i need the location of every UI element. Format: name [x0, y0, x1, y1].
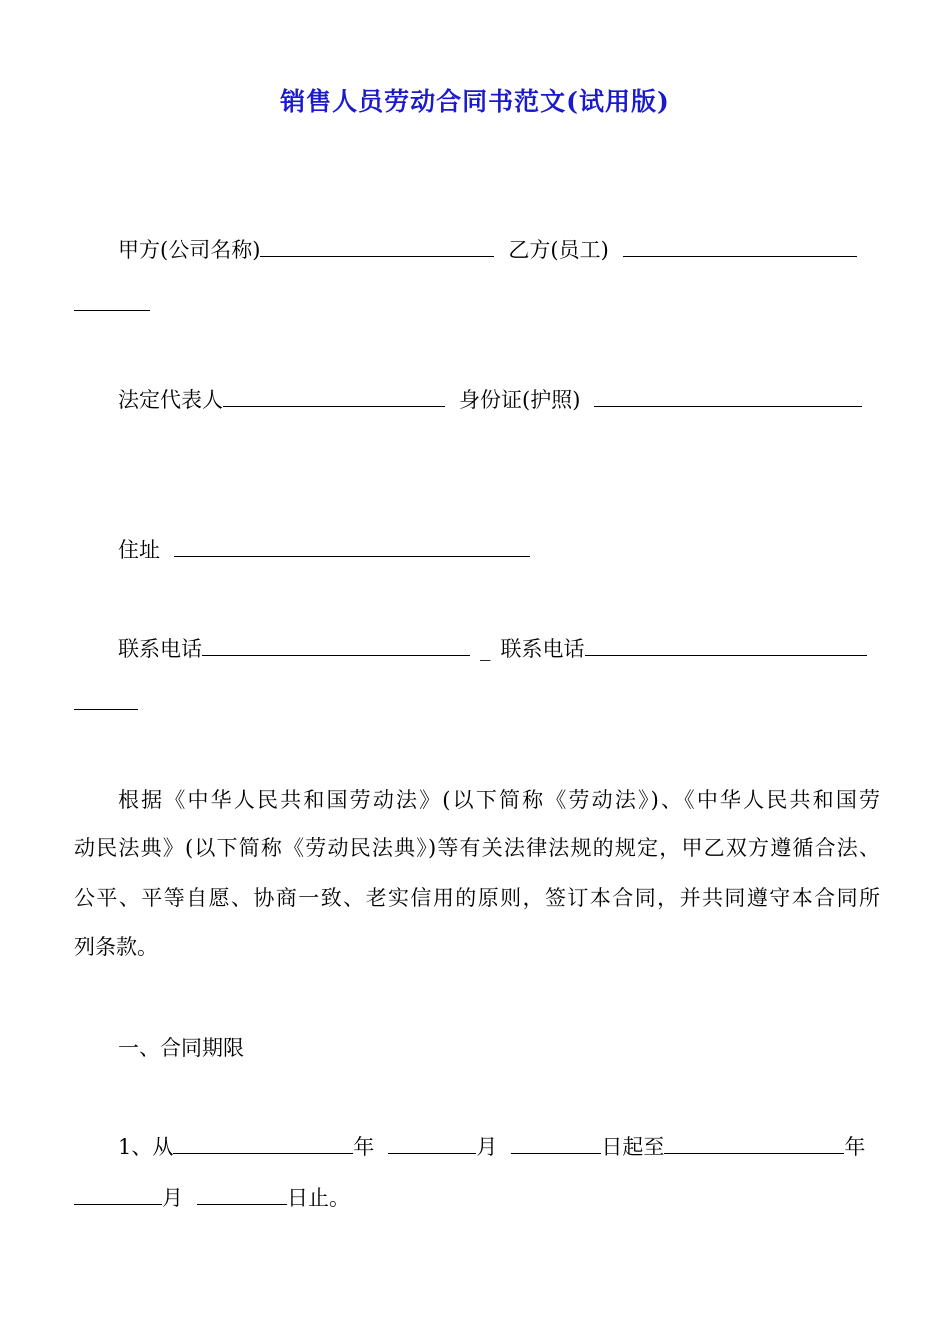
- id-card-blank: [594, 388, 862, 407]
- end-month-label: 月: [162, 1186, 183, 1210]
- party-a-blank: [260, 238, 494, 257]
- address-blank: [174, 538, 530, 557]
- legal-rep-label: 法定代表人: [118, 388, 223, 412]
- party-row: [118, 235, 857, 265]
- end-month-blank: [74, 1186, 162, 1205]
- intro-line-3: 公平、平等自愿、协商一致、老实信用的原则，签订本合同，并共同遵守本合同所: [74, 886, 880, 910]
- phone-b-blank-cont: [74, 709, 138, 710]
- party-b-label: 乙方(员工): [508, 238, 609, 262]
- phone-row: [118, 634, 867, 664]
- intro-line-2: 动民法典》(以下简称《劳动民法典》)等有关法律法规的规定，甲乙双方遵循合法、: [74, 836, 880, 860]
- party-b-blank: [623, 238, 857, 257]
- start-day-blank: [511, 1135, 601, 1154]
- term-row: [118, 1132, 865, 1162]
- term-row-2: [74, 1183, 350, 1213]
- start-year-label: 年: [353, 1135, 375, 1159]
- party-b-blank-cont: [74, 310, 150, 311]
- id-card-label: 身份证(护照): [459, 388, 581, 412]
- term-prefix: 1、从: [118, 1135, 174, 1159]
- intro-line-4: 列条款。: [74, 935, 158, 959]
- legal-rep-blank: [223, 388, 445, 407]
- phone-b-label: 联系电话: [500, 637, 585, 661]
- end-year-blank: [664, 1135, 844, 1154]
- start-day-label: 日起至: [601, 1135, 665, 1159]
- address-label: 住址: [118, 538, 160, 562]
- phone-a-blank: [202, 637, 470, 656]
- start-month-blank: [388, 1135, 476, 1154]
- section-heading: 一、合同期限: [118, 1036, 244, 1060]
- start-year-blank: [173, 1135, 353, 1154]
- intro-line-1: 根据《中华人民共和国劳动法》(以下简称《劳动法》)、《中华人民共和国劳: [118, 788, 880, 812]
- end-day-blank: [197, 1186, 287, 1205]
- start-month-label: 月: [476, 1135, 498, 1159]
- address-row: [118, 535, 530, 565]
- party-a-label: 甲方(公司名称): [118, 238, 261, 262]
- phone-b-blank: [585, 637, 867, 656]
- phone-a-label: 联系电话: [118, 637, 202, 661]
- rep-row: [118, 385, 862, 415]
- phone-separator: _: [480, 637, 491, 661]
- document-title: 销售人员劳动合同书范文(试用版): [280, 87, 670, 116]
- end-year-label: 年: [844, 1135, 866, 1159]
- end-day-label: 日止。: [287, 1186, 350, 1210]
